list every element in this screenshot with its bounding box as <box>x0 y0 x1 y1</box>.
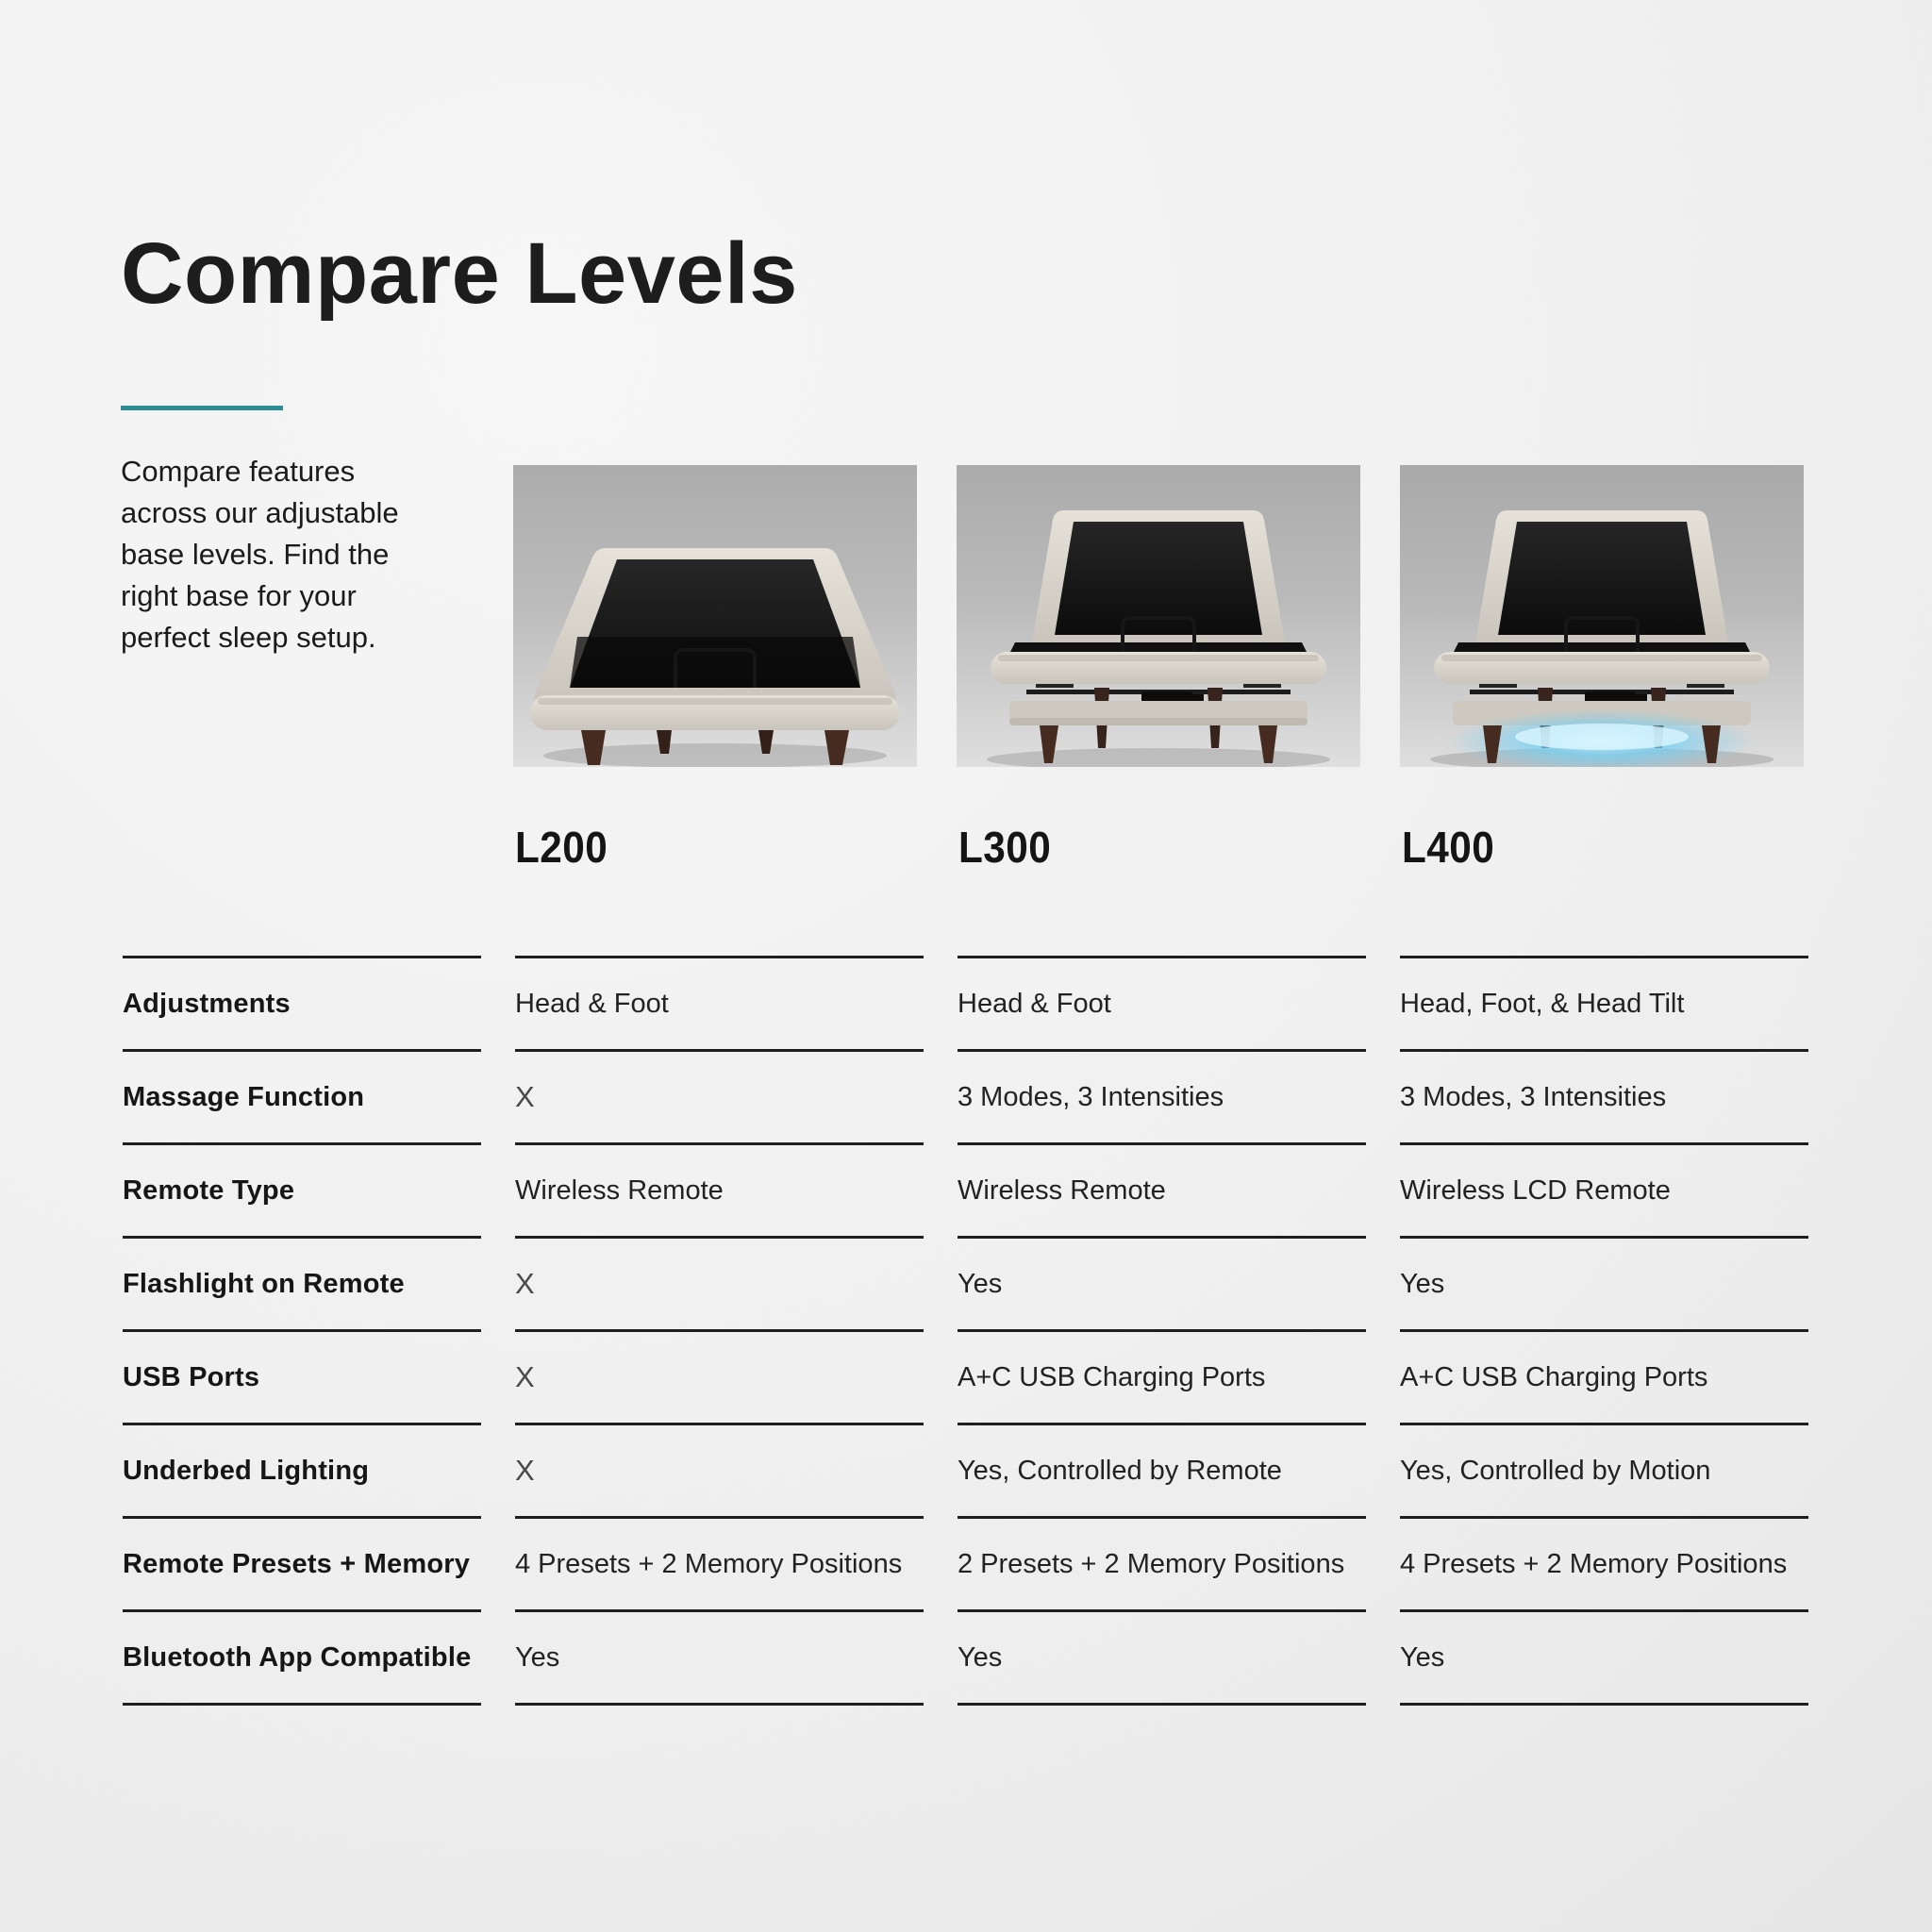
l300-value: 3 Modes, 3 Intensities <box>958 1049 1366 1142</box>
intro-text: Compare features across our adjustable base levels. Find the right base for your perfect sleep setup. <box>121 455 399 654</box>
bottom-rule-segment <box>123 1703 481 1706</box>
row-label: Remote Type <box>123 1142 481 1236</box>
row-label: Massage Function <box>123 1049 481 1142</box>
model-name-l200: L200 <box>515 823 608 872</box>
l300-value: Yes <box>958 1609 1366 1703</box>
l200-value: Wireless Remote <box>515 1142 924 1236</box>
l200-value: X <box>515 1049 924 1142</box>
bed-photo-l300 <box>957 465 1360 767</box>
l300-value: A+C USB Charging Ports <box>958 1329 1366 1423</box>
row-label: Adjustments <box>123 956 481 1049</box>
l300-value: Wireless Remote <box>958 1142 1366 1236</box>
model-name-l400: L400 <box>1402 823 1495 872</box>
bottom-rule-segment <box>515 1703 924 1706</box>
l400-value: 4 Presets + 2 Memory Positions <box>1400 1516 1808 1609</box>
l400-value: Yes <box>1400 1236 1808 1329</box>
bottom-rule-segment <box>958 1703 1366 1706</box>
l300-value: Yes <box>958 1236 1366 1329</box>
l200-value: X <box>515 1423 924 1516</box>
row-label: Underbed Lighting <box>123 1423 481 1516</box>
l400-value: Head, Foot, & Head Tilt <box>1400 956 1808 1049</box>
row-label: Bluetooth App Compatible <box>123 1609 481 1703</box>
bed-photo-l400-underbed-lighting <box>1400 465 1804 767</box>
l400-value: 3 Modes, 3 Intensities <box>1400 1049 1808 1142</box>
l300-value: Yes, Controlled by Remote <box>958 1423 1366 1516</box>
comparison-table <box>123 956 1808 1706</box>
l400-value: Yes <box>1400 1609 1808 1703</box>
l200-value: X <box>515 1329 924 1423</box>
l400-value: A+C USB Charging Ports <box>1400 1329 1808 1423</box>
product-card-l400 <box>1400 465 1808 873</box>
product-card-l200 <box>513 465 922 873</box>
l200-value: Head & Foot <box>515 956 924 1049</box>
row-label: Remote Presets + Memory <box>123 1516 481 1609</box>
l400-value: Yes, Controlled by Motion <box>1400 1423 1808 1516</box>
l300-value: 2 Presets + 2 Memory Positions <box>958 1516 1366 1609</box>
row-label: USB Ports <box>123 1329 481 1423</box>
product-card-l300 <box>957 465 1365 873</box>
l300-value: Head & Foot <box>958 956 1366 1049</box>
page-title: Compare Levels <box>121 225 798 322</box>
bottom-rule-segment <box>1400 1703 1808 1706</box>
accent-rule <box>121 406 283 410</box>
model-name-l300: L300 <box>958 823 1052 872</box>
bed-photo-l200 <box>513 465 917 767</box>
l200-value: X <box>515 1236 924 1329</box>
l200-value: 4 Presets + 2 Memory Positions <box>515 1516 924 1609</box>
row-label: Flashlight on Remote <box>123 1236 481 1329</box>
l400-value: Wireless LCD Remote <box>1400 1142 1808 1236</box>
l200-value: Yes <box>515 1609 924 1703</box>
